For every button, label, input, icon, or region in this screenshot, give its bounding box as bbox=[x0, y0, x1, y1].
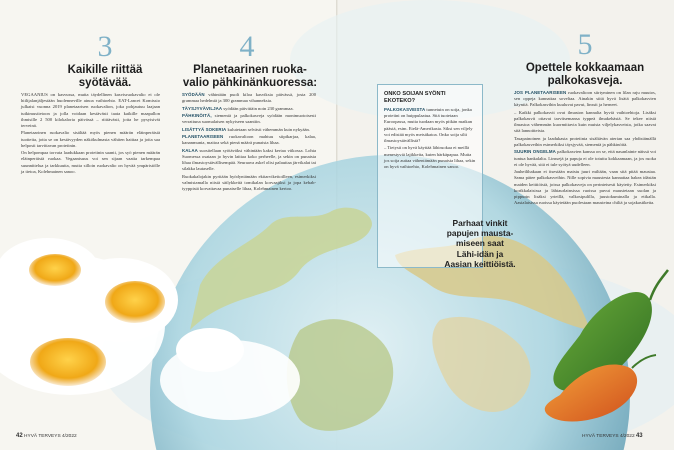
paragraph-lead: PLANETAARISEEN bbox=[182, 133, 224, 139]
magazine-label: HYVÄ TERVEYS 4/2022 bbox=[582, 434, 635, 439]
left-folio bbox=[16, 433, 77, 439]
paragraph-text: suositellaan syötäväksi vähintään kaksi kertaa viikossa. Lohta Suomessa osataan jo hyvin laittaa koko perheelle, ja sekin on punaista lihaa ilmastoystävällisempää. Seuraava askel olisi palauttaa järvikalat tai silakka lautaselle. bbox=[182, 147, 316, 172]
section-5-paragraph bbox=[514, 149, 656, 168]
paragraph-lead: PALKOKASVEISTA bbox=[384, 107, 426, 112]
paragraph-text: kulutetaan selvästi vähemmän kuin nykyään. bbox=[227, 126, 310, 132]
section-3-paragraph: VEGAANIUS on kasvussa, mutta täydellinen kasvisruokavalio ei ole hiilijalanjäljestään huolenneville ainoa vaihtoehto. EAT-Lancet Komissio julkaisi vuonna 2019 planetaarisen ruokavalion, joka pohjautuu laajaan tutkimustietoon ja jolla voidaan kestävästi taata kaikille maapallon ihmisille 2 500 kilokaloria päivässä – riittävästi, jotta he pysyisivät terveinä. bbox=[21, 92, 160, 129]
section-3-title bbox=[40, 64, 170, 90]
paragraph-lead: TÄYSJYVÄVILJAA bbox=[182, 105, 223, 111]
paragraph-lead: SUURIN ONGELMA bbox=[514, 149, 556, 155]
paragraph-text: vähintään puoli kiloa kasviksia päivässä, josta 200 grammaa hedelmiä ja 300 grammaa vihanneksia. bbox=[182, 92, 316, 104]
section-5-body bbox=[514, 90, 656, 208]
magazine-label: HYVÄ TERVEYS 4/2022 bbox=[24, 434, 77, 439]
paragraph-text: Ruokakalojakin pyritään hyödyntämään ekitarvikeitoilleen, esimerkiksi valmistamalla niistä säilykkeitä tomikalan korvaajiksi ja jopa kebab-tyyppistä korvattavaa punaiselle lihaa, Kolehmainen kertoo. bbox=[182, 173, 316, 191]
paragraph-text: siemeniä ja palkokasveja syödään monimuotoisesti verrattuna suomalaisen nykyiseen saantiin. bbox=[182, 112, 316, 125]
pull-quote-line: Aasian keittiöistä. bbox=[444, 258, 516, 269]
paragraph-text: ruokavalioon siirtyminen on lilan raju muutos, sen oppeja kannattaa soveltaa. Ainakin siitä hyvä lisätä palkokasvien käyntiä. Palkokasvihin kuuluvat pavut, linssit ja herneet. bbox=[514, 90, 656, 108]
pull-quote-line: Parhaat vinkit bbox=[452, 218, 508, 228]
section-3-body bbox=[21, 92, 160, 176]
section-5-paragraph bbox=[514, 136, 656, 148]
section-5-title-line: palkokasveja. bbox=[547, 75, 623, 87]
pull-quote-line: Lähi-idän ja bbox=[456, 248, 504, 259]
paragraph-lead: PÄHKINÖITÄ, bbox=[182, 112, 212, 118]
section-4-title-line: Planetaarinen ruoka- bbox=[193, 64, 307, 76]
fact-box-paragraph bbox=[384, 145, 476, 170]
section-4-number: 4 bbox=[239, 30, 255, 63]
paragraph-lead: KALAA bbox=[182, 147, 198, 153]
fact-box-title-line: ONKO SOIJAN SYÖNTI bbox=[384, 91, 446, 97]
paragraph-text: syödään päivittäin noin 230 grammaa. bbox=[223, 105, 294, 111]
paragraph-lead: JOS PLANETAARISEEN bbox=[514, 90, 567, 95]
section-4-paragraph bbox=[182, 106, 316, 112]
section-4-paragraph bbox=[182, 148, 316, 173]
fact-box-text bbox=[384, 107, 476, 171]
section-5-paragraph bbox=[514, 110, 656, 135]
paragraph-text: palkokasvien kanssa on se, että nasanlainte näissä voi tuntua hankalalta. Linssejä ja papuja ei ole totuttu kokkaamaan, ja jos ruoka ei ole hyvää, sitä ei tule syötyä uudelleen. bbox=[514, 149, 656, 167]
page-number: 43 bbox=[635, 433, 643, 439]
section-4-body bbox=[182, 92, 316, 193]
fact-box-title-line: EKOTEKO? bbox=[384, 97, 416, 104]
section-4-paragraph bbox=[182, 174, 316, 193]
pull-quote-line: miseen saat bbox=[456, 238, 504, 249]
paragraph-text: – Kaikki palkokasvit ovat ilmaston kannalta hyviä vaihtoehtoja. Lisäksi palkokasvit ottavat tarvitsemansa typpeä ilmakehästä. Se tekee niistä ilmastoa vähemmän kuormittavia kuin muista viljelykasveista, jotka saavat sitä lannoitteista. bbox=[514, 109, 656, 134]
section-4-title-line: valio pähkinänkuoressa: bbox=[182, 77, 318, 89]
paragraph-text: – Tietysti on hyvä käyttää lähiruokaa ei meillä menestyviä lajikkeita, kuten härkäpapua. Mutta jos soija auttaa vähentämään punaista lihaa, sekin on hyvä vaihtoehto, Kolehmainen sanoo. bbox=[384, 145, 476, 170]
paragraph-lead: SYÖDÄÄN bbox=[182, 92, 205, 97]
pull-quote-line: papujen mausta- bbox=[446, 228, 514, 239]
section-3-title-line: syötävää. bbox=[78, 77, 132, 89]
paragraph-text: Jauheilihakaan ei itsestään maistu juuri miltään, vaan sitä pitää maustaa. Sama pätee palkokasveihin. Nille sopivia maustesta kannattaa hakea idästän maiden keittiöistä, joissa palkokasveja on perinteisesti käytetty. Esimerkiksi korikkalaisissa ja lähiaurlainsissa ruoissa puvut maustetaan suolan ja pippurin lisäksi yrteillä, valkosipulilla, juustokuminalla ja etikalla. Aasialaisissa ruoissa käytetään puolestaan mausteina chiliä ja sojakastiketta. bbox=[514, 169, 656, 206]
section-4-paragraph bbox=[182, 92, 316, 104]
section-5-number: 5 bbox=[577, 28, 593, 61]
right-folio bbox=[582, 433, 643, 439]
section-3-title-line: Kaikille riittää bbox=[67, 64, 143, 76]
fact-box-paragraph bbox=[384, 107, 476, 144]
section-3-paragraph: Planetaarinen ruokavalio sisältää myös pienen määrän eläinperäisiä tuotteita, jotta se on kestävyyden näkökulmasta vähiten haittaa ja joita saa helposti tarvittavan proteiinin. bbox=[21, 130, 160, 148]
section-5-paragraph bbox=[514, 90, 656, 109]
section-4-paragraph bbox=[182, 113, 316, 125]
page-number: 42 bbox=[16, 433, 23, 439]
section-5-paragraph bbox=[514, 169, 656, 206]
fact-box-title bbox=[384, 91, 476, 105]
section-3-number: 3 bbox=[97, 30, 113, 63]
section-5-title-line: Opettele kokkaamaan bbox=[525, 62, 645, 74]
pull-quote bbox=[432, 218, 528, 276]
section-4-paragraph bbox=[182, 127, 316, 133]
section-4-title bbox=[180, 64, 320, 90]
paragraph-text: ruokavalioon mahtuu siipikarjaa, kalaa, kananmunia, maitoa sekä pienä määrä punaista lihaa. bbox=[182, 133, 316, 146]
paragraph-text: Tasapainoinen ja laadukasta proteiinia sisältävän aterian saa yhdistämällä palkokasveihin esimerkiksi täysjyvää, siemeniä ja pähkinöitä. bbox=[514, 135, 656, 147]
paragraph-lead: LISÄTTYÄ SOKERIA bbox=[182, 126, 227, 132]
section-4-paragraph bbox=[182, 134, 316, 146]
section-3-paragraph: On helpompaa torvata laadukkaan proteiinin saanti, jos syö pienen määrän eläinperäistä ruokaa. Vegaanisuus voi sen sijaan vaatia tarkempaa suunnittelua ja tarkkuutta, mutta silloin ruokavalio on hyvää ympäristölle ja tietoa, Kolehmainen sanoo. bbox=[21, 150, 160, 174]
section-5-title bbox=[515, 62, 655, 88]
paragraph-text: tunnetuin on soija, jonka proteiini on huippulaatua. Sitä tuotetaan Euroopassa, mutta tuodaan myös pitkän matkan päästä, esim. Etelä-Amerikasta. Siksi sen viljely voi edistää myös metsäkatoa. Onko soija silti ilmastoystävällistä? bbox=[384, 107, 473, 144]
